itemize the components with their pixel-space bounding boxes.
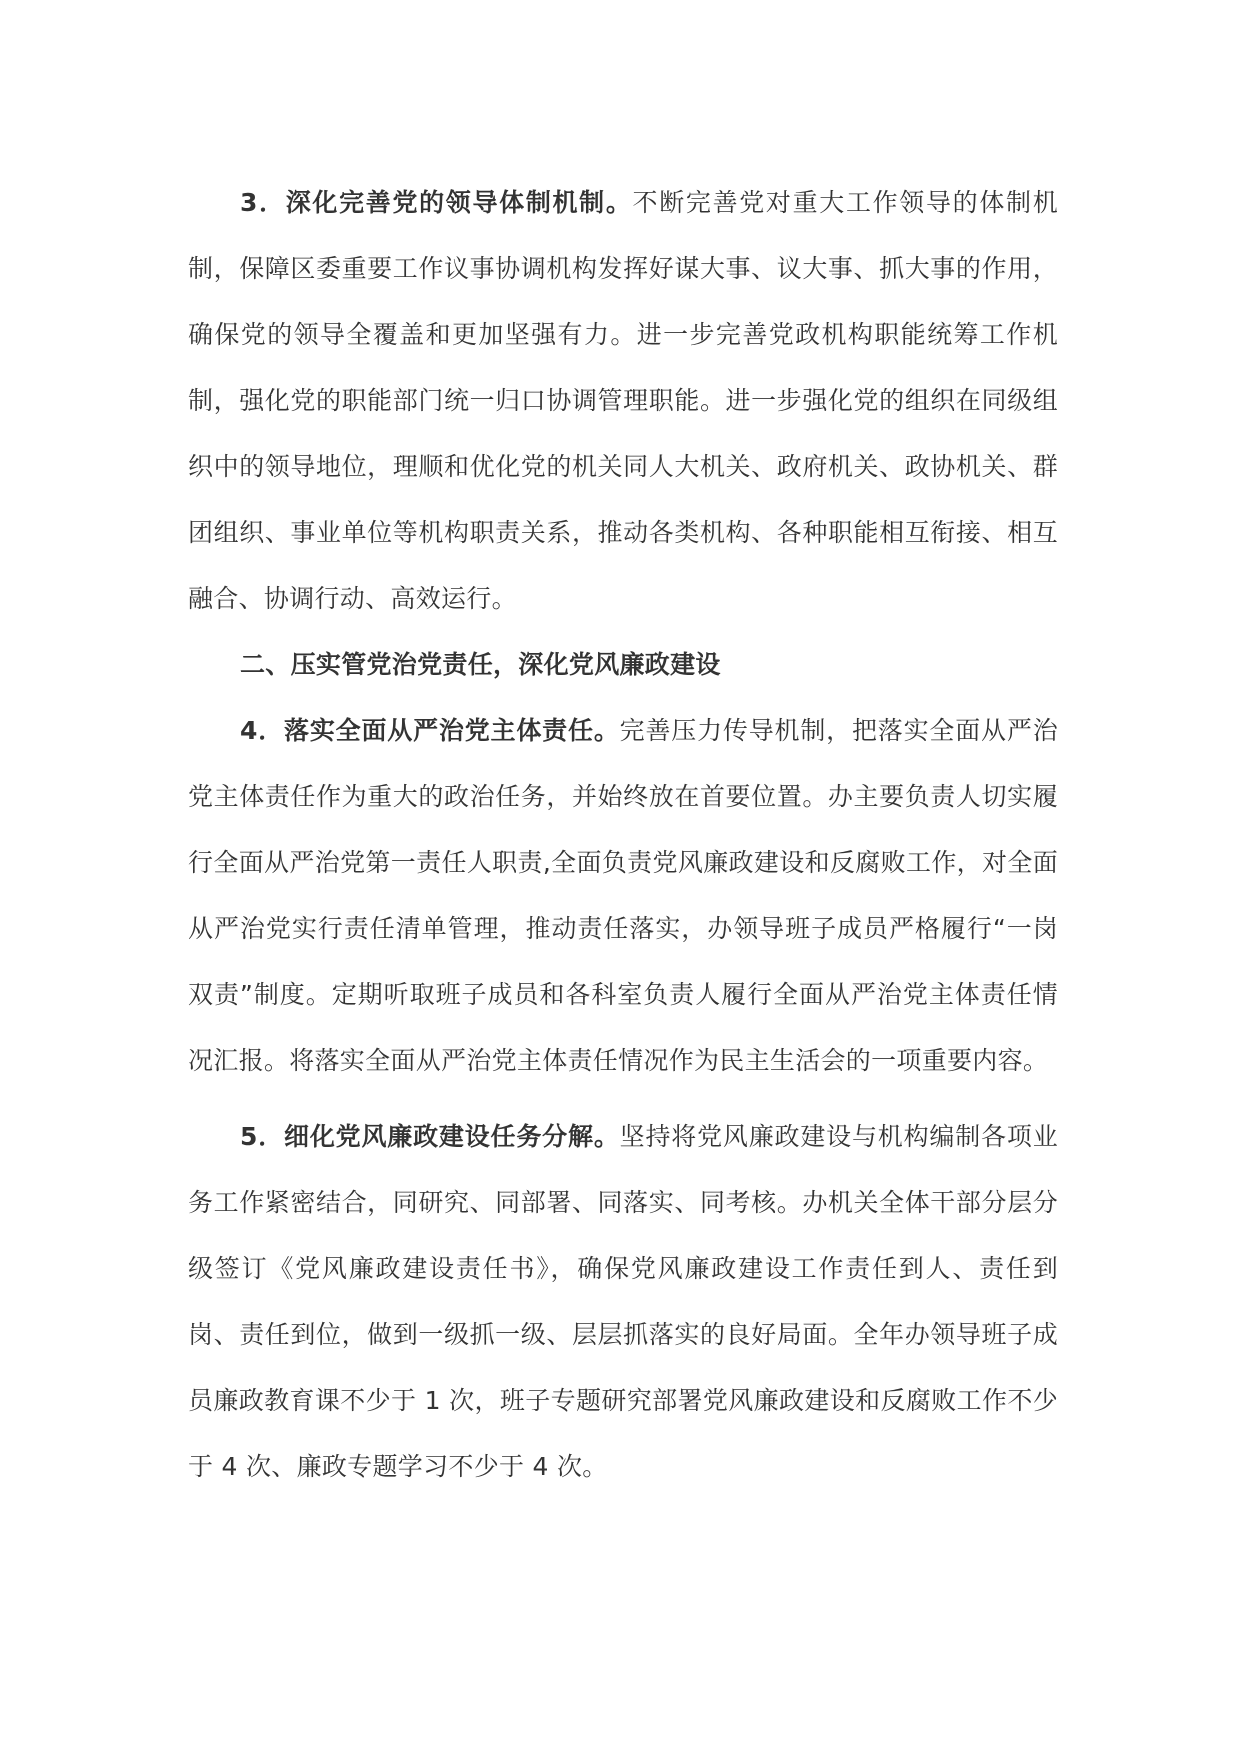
paragraph-5 <box>188 1104 1058 1500</box>
paragraph-5-lead: 5．细化党风廉政建设任务分解。 <box>240 1122 620 1151</box>
paragraph-3 <box>188 170 1058 632</box>
paragraph-3-body: 不断完善党对重大工作领导的体制机制，保障区委重要工作议事协调机构发挥好谋大事、议大事、抓大事的作用，确保党的领导全覆盖和更加坚强有力。进一步完善党政机构职能统筹工作机制，强化党的职能部门统一归口协调管理职能。进一步强化党的组织在同级组织中的领导地位，理顺和优化党的机关同人大机关、政府机关、政协机关、群团组织、事业单位等机构职责关系，推动各类机构、各种职能相互衔接、相互融合、协调行动、高效运行。 <box>188 188 1058 613</box>
paragraph-3-lead: 3．深化完善党的领导体制机制。 <box>240 188 633 217</box>
paragraph-spacer <box>188 1094 1058 1104</box>
paragraph-4 <box>188 698 1058 1094</box>
section-heading-2: 二、压实管党治党责任，深化党风廉政建设 <box>240 650 721 679</box>
paragraph-4-body: 完善压力传导机制，把落实全面从严治党主体责任作为重大的政治任务，并始终放在首要位置。办主要负责人切实履行全面从严治党第一责任人职责,全面负责党风廉政建设和反腐败工作，对全面从严治党实行责任清单管理，推动责任落实，办领导班子成员严格履行“一岗双责”制度。定期听取班子成员和各科室负责人履行全面从严治党主体责任情况汇报。将落实全面从严治党主体责任情况作为民主生活会的一项重要内容。 <box>188 716 1058 1075</box>
document-body <box>188 170 1058 1500</box>
paragraph-5-body: 坚持将党风廉政建设与机构编制各项业务工作紧密结合，同研究、同部署、同落实、同考核。办机关全体干部分层分级签订《党风廉政建设责任书》，确保党风廉政建设工作责任到人、责任到岗、责任到位，做到一级抓一级、层层抓落实的良好局面。全年办领导班子成员廉政教育课不少于 1 次，班子专题研究部署党风廉政建设和反腐败工作不少于 4 次、廉政专题学习不少于 4 次。 <box>188 1122 1058 1481</box>
paragraph-4-lead: 4．落实全面从严治党主体责任。 <box>240 716 620 745</box>
